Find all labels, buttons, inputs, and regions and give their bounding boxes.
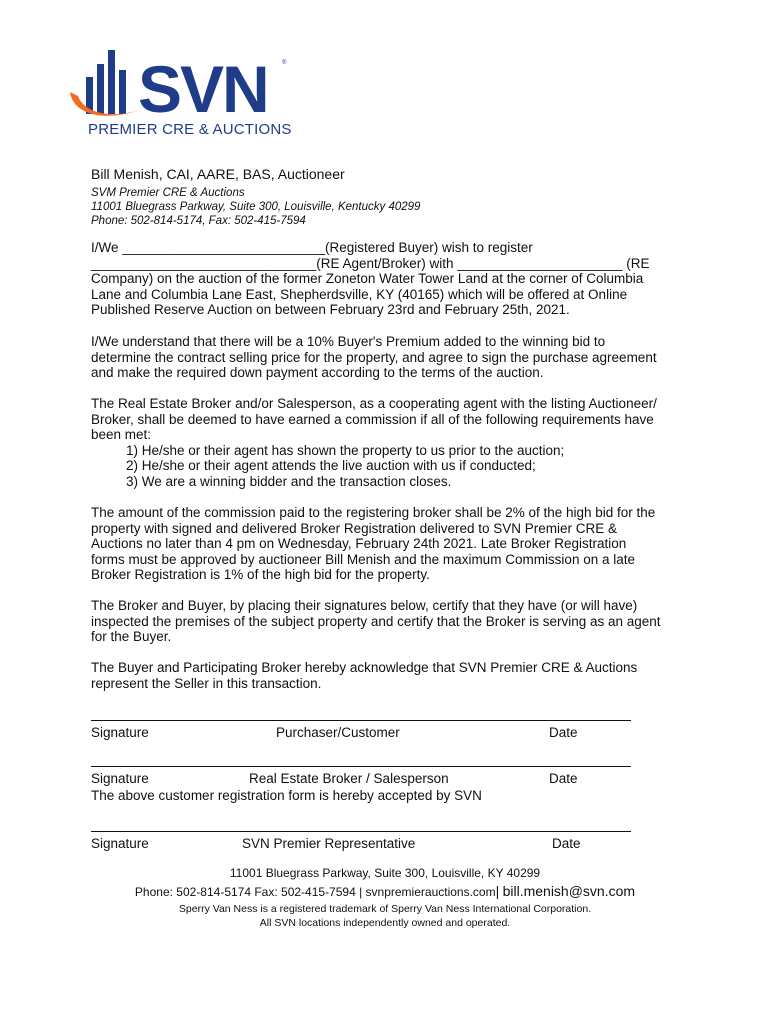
auctioneer-header: [91, 166, 420, 228]
logo-bar-2: [97, 64, 104, 114]
signature-line[interactable]: [91, 720, 631, 721]
commission-requirements-paragraph: [91, 396, 681, 489]
signature-line[interactable]: [91, 766, 631, 767]
date-label: Date: [549, 771, 578, 786]
paragraph-line: Lane and Columbia Lane East, Shepherdsville, KY (40165) which will be offered at Online: [91, 286, 628, 302]
svn-representative-signature-block: [91, 831, 631, 852]
paragraph-line: The Broker and Buyer, by placing their signatures below, certify that they have (or will have): [91, 598, 638, 613]
paragraph-line: forms must be approved by auctioneer Bill Menish and the maximum Commission on a late: [91, 551, 635, 567]
footer-email-link[interactable]: bill.menish@svn.com: [502, 883, 636, 899]
paragraph-line: been met:: [91, 427, 152, 442]
buyers-premium-paragraph: [91, 334, 681, 381]
paragraph-line: and make the required down payment according to the terms of the auction.: [91, 365, 544, 380]
paragraph-line: The Real Estate Broker and/or Salesperson, as a cooperating agent with the listing Auctioneer/: [91, 396, 657, 411]
logo-bar-3: [108, 50, 115, 114]
requirement-item: 3) We are a winning bidder and the transaction closes.: [126, 473, 452, 489]
registered-mark: ®: [282, 60, 287, 66]
role-label: Real Estate Broker / Salesperson: [249, 771, 449, 786]
date-label: Date: [552, 836, 581, 851]
paragraph-line: Auctions no later than 4 pm on Wednesday, February 24th 2021. Late Broker Registration: [91, 536, 627, 551]
signature-label: Signature: [91, 725, 149, 740]
footer-contact: Phone: 502-814-5174 Fax: 502-415-7594 | svnpremierauctions.com: [134, 885, 496, 899]
signature-label: Signature: [91, 836, 149, 851]
paragraph-line: Broker Registration is 1% of the high bid for the property.: [91, 567, 430, 582]
page-footer: [0, 866, 770, 930]
footer-contact-line: [0, 882, 770, 901]
paragraph-line: Company) on the auction of the former Zoneton Water Tower Land at the corner of Columbia: [91, 271, 644, 286]
signature-line[interactable]: [91, 831, 631, 832]
paragraph-line: The amount of the commission paid to the registering broker shall be 2% of the high bid for the: [91, 505, 656, 520]
requirement-item: 1) He/she or their agent has shown the property to us prior to the auction;: [126, 442, 565, 458]
seller-representation-paragraph: [91, 660, 681, 691]
requirement-item: 2) He/she or their agent attends the live auction with us if conducted;: [126, 458, 536, 473]
acceptance-note: The above customer registration form is hereby accepted by SVN: [91, 788, 482, 803]
paragraph-line: Broker, shall be deemed to have earned a commission if all of the following requirements have: [91, 411, 654, 427]
logo-brand-text: SVN: [138, 52, 268, 126]
broker-signature-block: [91, 766, 631, 803]
registration-paragraph: [91, 240, 681, 318]
paragraph-line: I/We understand that there will be a 10% Buyer's Premium added to the winning bid to: [91, 334, 606, 349]
footer-separator: |: [495, 883, 500, 899]
company-address: 11001 Bluegrass Parkway, Suite 300, Louisville, Kentucky 40299: [91, 201, 421, 213]
paragraph-line: represent the Seller in this transaction.: [91, 675, 322, 691]
company-phone: Phone: 502-814-5174, Fax: 502-415-7594: [91, 215, 306, 227]
paragraph-line: for the Buyer.: [91, 629, 172, 644]
paragraph-line: I/We ___________________________(Registered Buyer) wish to register: [91, 240, 533, 255]
purchaser-signature-block: [91, 720, 631, 741]
logo-bar-4: [119, 70, 126, 114]
certification-paragraph: [91, 598, 681, 645]
date-label: Date: [549, 725, 578, 740]
role-label: Purchaser/Customer: [276, 725, 400, 740]
footer-trademark: Sperry Van Ness is a registered trademark of Sperry Van Ness International Corporation.: [178, 903, 592, 915]
auctioneer-address-block: [91, 186, 420, 228]
signature-label: Signature: [91, 771, 149, 786]
paragraph-line: The Buyer and Participating Broker hereby acknowledge that SVN Premier CRE & Auctions: [91, 660, 638, 675]
paragraph-line: property with signed and delivered Broker Registration delivered to SVN Premier CRE &: [91, 520, 617, 536]
company-name: SVM Premier CRE & Auctions: [91, 187, 245, 199]
commission-amount-paragraph: [91, 505, 681, 583]
paragraph-line: Published Reserve Auction on between February 23rd and February 25th, 2021.: [91, 302, 570, 317]
footer-ownership: All SVN locations independently owned and operated.: [259, 917, 511, 929]
footer-address: 11001 Bluegrass Parkway, Suite 300, Louisville, KY 40299: [229, 866, 541, 880]
paragraph-line: ______________________________(RE Agent/Broker) with ______________________ (RE: [91, 255, 650, 271]
paragraph-line: inspected the premises of the subject property and certify that the Broker is serving as an agent: [91, 613, 661, 629]
logo-subtitle: PREMIER CRE & AUCTIONS: [88, 121, 292, 138]
paragraph-line: determine the contract selling price for the property, and agree to sign the purchase agreement: [91, 349, 657, 365]
role-label: SVN Premier Representative: [242, 836, 416, 851]
auctioneer-name: Bill Menish, CAI, AARE, BAS, Auctioneer: [91, 166, 345, 182]
